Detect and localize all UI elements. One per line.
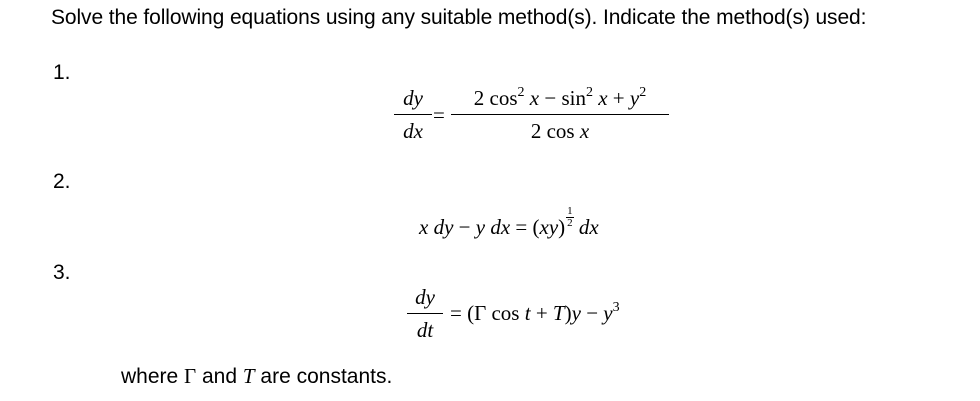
eq1-rhs-numerator: 2 $\cos^2 x - \sin^2 x + y^2$: [451, 86, 669, 115]
eq1-lhs-numerator: dy: [394, 86, 432, 115]
eq2-exponent-fraction: $\frac{1}{2}$: [567, 205, 573, 229]
instruction-text: Solve the following equations using any suitable method(s). Indicate the method(s) used:: [51, 6, 867, 29]
problem-number-2: 2.: [53, 170, 71, 193]
problem-number-1: 1.: [53, 61, 71, 84]
problem-number-3: 3.: [53, 261, 71, 284]
eq1-rhs-fraction: [451, 86, 669, 144]
eq1-equals-sign: =: [433, 103, 445, 127]
eq3-lhs-numerator: dy: [407, 285, 443, 314]
eq1-lhs-denominator: dx: [403, 119, 423, 143]
eq3-lhs-denominator: dt: [416, 318, 434, 342]
eq3-rhs: = (Γ $\cos t + T)y - y^3$: [450, 300, 620, 325]
eq1-lhs-fraction: [394, 86, 432, 144]
equation-2: x dy − y dx = (xy) $\frac{1}{2}$ dx: [419, 205, 599, 239]
eq1-rhs-denominator: 2 cos x: [530, 119, 590, 143]
constants-note: where Γ and T are constants.: [121, 364, 393, 388]
eq3-lhs-fraction: [407, 285, 443, 343]
